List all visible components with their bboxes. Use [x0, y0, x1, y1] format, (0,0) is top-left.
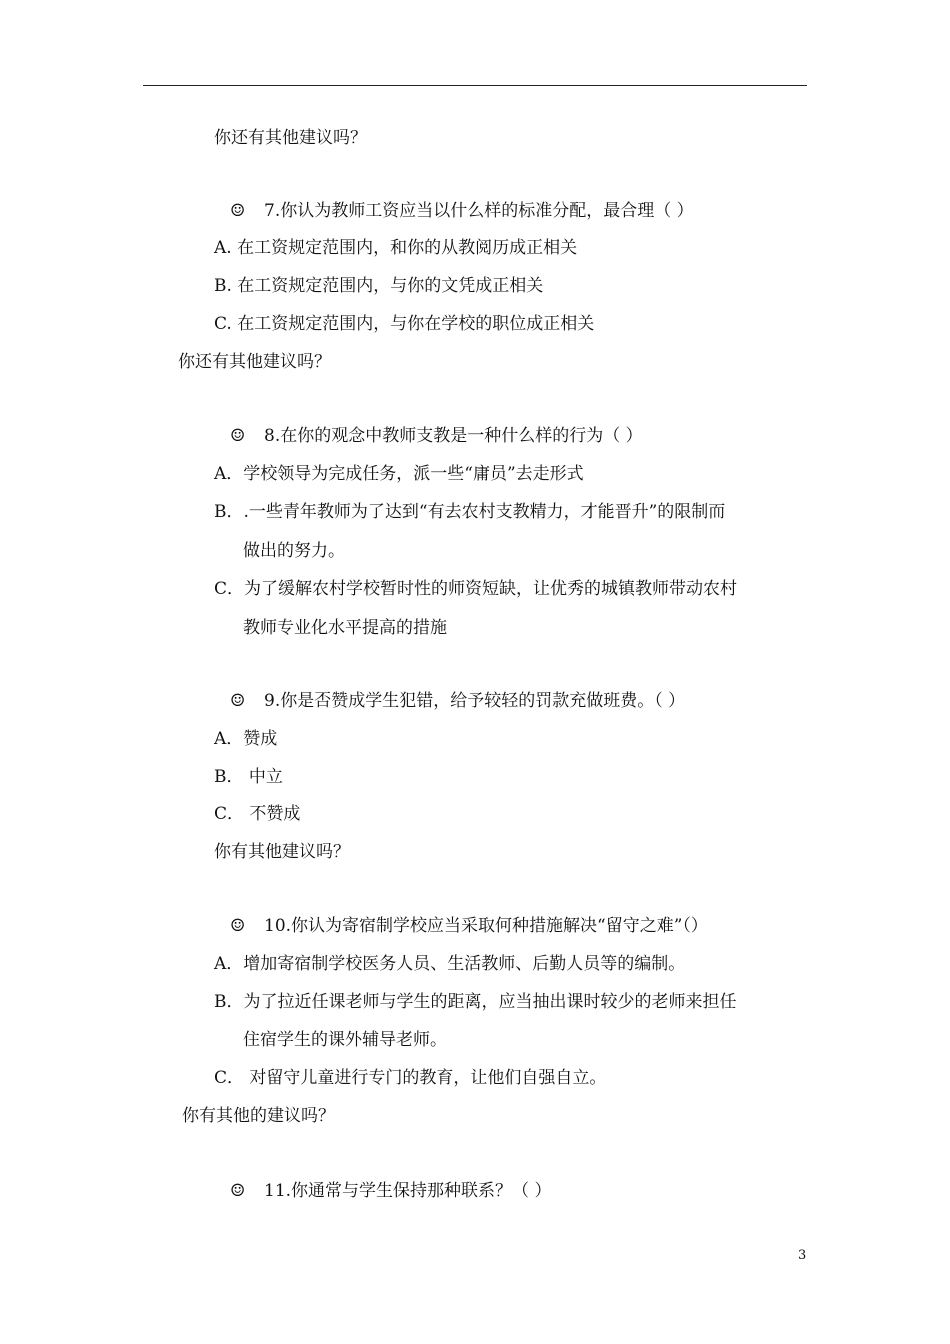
suggestion-prompt: 你还有其他建议吗？ — [214, 128, 367, 148]
q8-option-b: B．.一些青年教师为了达到“有去农村支教精力，才能晋升”的限制而 — [214, 502, 726, 522]
q7-suggestion-prompt: 你还有其他建议吗？ — [178, 352, 331, 372]
q7-option-c: C. 在工资规定范围内，与你在学校的职位成正相关 — [214, 314, 595, 334]
q9-option-b: B． 中立 — [214, 767, 283, 787]
q9-suggestion-prompt: 你有其他建议吗？ — [214, 842, 350, 862]
smiley-icon: ☺ — [230, 1181, 246, 1201]
q10-option-b: B．为了拉近任课老师与学生的距离，应当抽出课时较少的老师来担任 — [214, 992, 737, 1012]
question-text: 8.在你的观念中教师支教是一种什么样的行为（ ） — [264, 426, 643, 446]
q7-option-a: A. 在工资规定范围内，和你的从教阅历成正相关 — [214, 238, 578, 258]
smiley-icon: ☺ — [230, 201, 246, 221]
question-text: 7.你认为教师工资应当以什么样的标准分配，最合理（ ） — [264, 201, 694, 221]
question-10 — [230, 915, 708, 937]
question-7 — [230, 200, 694, 222]
smiley-icon: ☺ — [230, 691, 246, 711]
q7-option-b: B. 在工资规定范围内，与你的文凭成正相关 — [214, 276, 544, 296]
smiley-icon: ☺ — [230, 426, 246, 446]
q9-option-a: A．赞成 — [214, 729, 278, 749]
q8-option-a: A．学校领导为完成任务，派一些“庸员”去走形式 — [214, 464, 584, 484]
question-11 — [230, 1180, 551, 1202]
page-number: 3 — [798, 1248, 807, 1263]
q10-option-a: A．增加寄宿制学校医务人员、生活教师、后勤人员等的编制。 — [214, 954, 686, 974]
q10-suggestion-prompt: 你有其他的建议吗？ — [182, 1106, 335, 1126]
header-rule — [143, 85, 807, 86]
q9-option-c: C． 不赞成 — [214, 804, 301, 824]
q8-option-c: C．为了缓解农村学校暂时性的师资短缺，让优秀的城镇教师带动农村 — [214, 579, 738, 599]
question-text: 11.你通常与学生保持那种联系？（ ） — [264, 1181, 552, 1201]
q8-option-c-continued: 教师专业化水平提高的措施 — [243, 618, 447, 638]
q8-option-b-continued: 做出的努力。 — [243, 541, 345, 561]
question-9 — [230, 690, 685, 712]
question-8 — [230, 425, 643, 447]
question-text: 10.你认为寄宿制学校应当采取何种措施解决“留守之难”（） — [264, 916, 708, 936]
q10-option-b-continued: 住宿学生的课外辅导老师。 — [243, 1030, 447, 1050]
question-text: 9.你是否赞成学生犯错，给予较轻的罚款充做班费。（ ） — [264, 691, 686, 711]
smiley-icon: ☺ — [230, 916, 246, 936]
q10-option-c: C． 对留守儿童进行专门的教育，让他们自强自立。 — [214, 1068, 607, 1088]
